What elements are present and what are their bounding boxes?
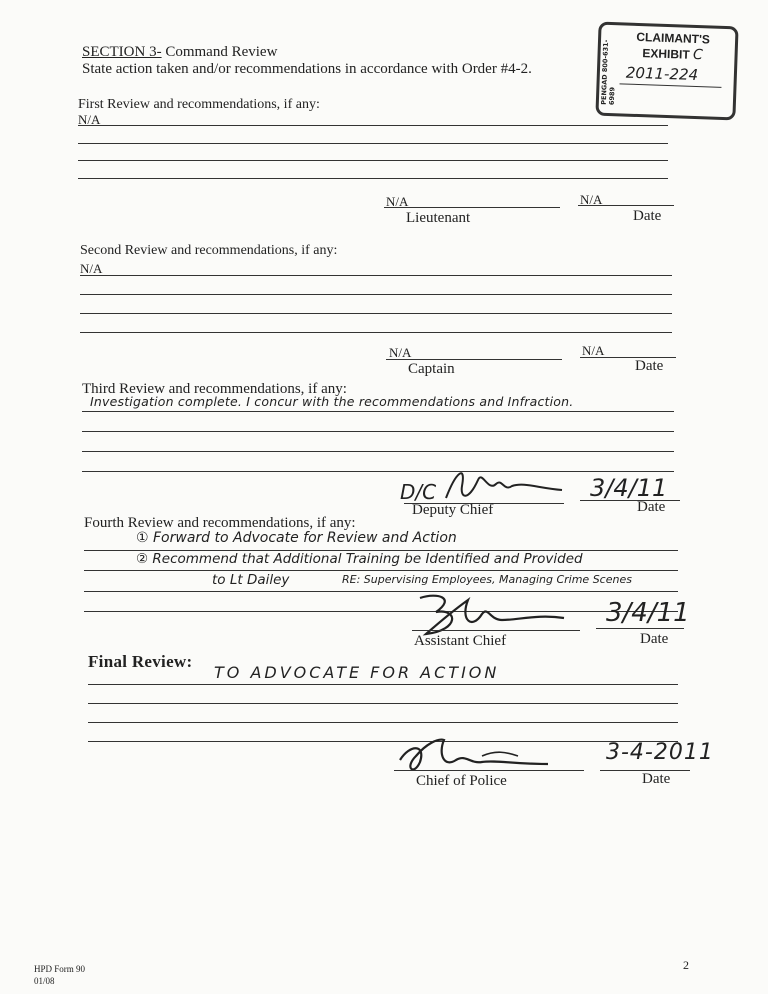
rule [82, 451, 674, 452]
chief-of-police-date: 3-4-2011 [606, 740, 714, 765]
rule [412, 630, 580, 631]
rule [80, 275, 672, 276]
fourth-review-item2-note: RE: Supervising Employees, Managing Crime Scenes [342, 573, 632, 586]
rule [88, 741, 678, 742]
captain-title: Captain [408, 361, 455, 377]
form-revision: 01/08 [34, 976, 55, 986]
fourth-date-label: Date [640, 631, 669, 647]
rule [386, 359, 562, 360]
third-date-label: Date [637, 499, 666, 515]
exhibit-stamp [595, 22, 738, 121]
rule [80, 332, 672, 333]
rule [84, 570, 678, 571]
chief-of-police-title: Chief of Police [416, 773, 507, 789]
rule [578, 205, 674, 206]
rule [82, 431, 674, 432]
rule [82, 411, 674, 412]
third-review-text: Investigation complete. I concur with the recommendations and Infraction. [90, 394, 574, 409]
rule [84, 591, 678, 592]
stamp-number: 2011-224 [625, 63, 699, 85]
rule [394, 770, 584, 771]
third-review-label: Third Review and recommendations, if any: [82, 381, 347, 397]
rule [88, 722, 678, 723]
deputy-chief-date: 3/4/11 [590, 474, 668, 502]
rule [78, 160, 668, 161]
deputy-chief-prefix: D/C [400, 480, 437, 504]
fourth-review-item2: ② Recommend that Additional Training be Identified and Provided [136, 551, 583, 567]
rule [84, 611, 678, 612]
rule [88, 703, 678, 704]
stamp-rule [620, 83, 722, 88]
rule [78, 143, 668, 144]
second-date-value: N/A [582, 343, 605, 358]
first-date-value: N/A [580, 192, 603, 207]
first-date-label: Date [633, 208, 662, 224]
rule [88, 684, 678, 685]
lieutenant-title: Lieutenant [406, 210, 471, 226]
rule [596, 628, 684, 629]
rule [78, 178, 668, 179]
final-review-label: Final Review: [88, 652, 193, 671]
first-review-text: N/A [78, 112, 101, 127]
section-title: Command Review [165, 44, 278, 60]
second-review-label: Second Review and recommendations, if any: [80, 243, 338, 258]
stamp-vendor: PENGAD 800-631-6989 [599, 39, 617, 106]
assistant-chief-date: 3/4/11 [606, 598, 690, 628]
rule [80, 294, 672, 295]
deputy-chief-title: Deputy Chief [412, 502, 494, 518]
fourth-review-label: Fourth Review and recommendations, if any: [84, 515, 356, 531]
first-review-label: First Review and recommendations, if any: [78, 97, 320, 112]
section-instruction: State action taken and/or recommendations in accordance with Order #4-2. [82, 61, 532, 77]
lieutenant-value: N/A [386, 194, 409, 209]
assistant-chief-title: Assistant Chief [414, 633, 507, 649]
rule [384, 207, 560, 208]
final-review-text: TO ADVOCATE FOR ACTION [214, 663, 500, 682]
stamp-line1: CLAIMANT'S [636, 29, 711, 47]
final-date-label: Date [642, 771, 671, 787]
second-date-label: Date [635, 358, 664, 374]
stamp-line2: EXHIBIT C [642, 46, 704, 64]
fourth-review-item1: ① Forward to Advocate for Review and Action [136, 530, 457, 546]
form-number: HPD Form 90 [34, 964, 86, 974]
page-number: 2 [683, 958, 689, 972]
rule [80, 313, 672, 314]
section-number: SECTION 3- [82, 44, 162, 60]
captain-value: N/A [389, 345, 412, 360]
rule [82, 471, 674, 472]
second-review-text: N/A [80, 261, 103, 276]
fourth-review-item2-cont: to Lt Dailey [212, 572, 290, 588]
section-heading [82, 44, 277, 61]
rule [78, 125, 668, 126]
